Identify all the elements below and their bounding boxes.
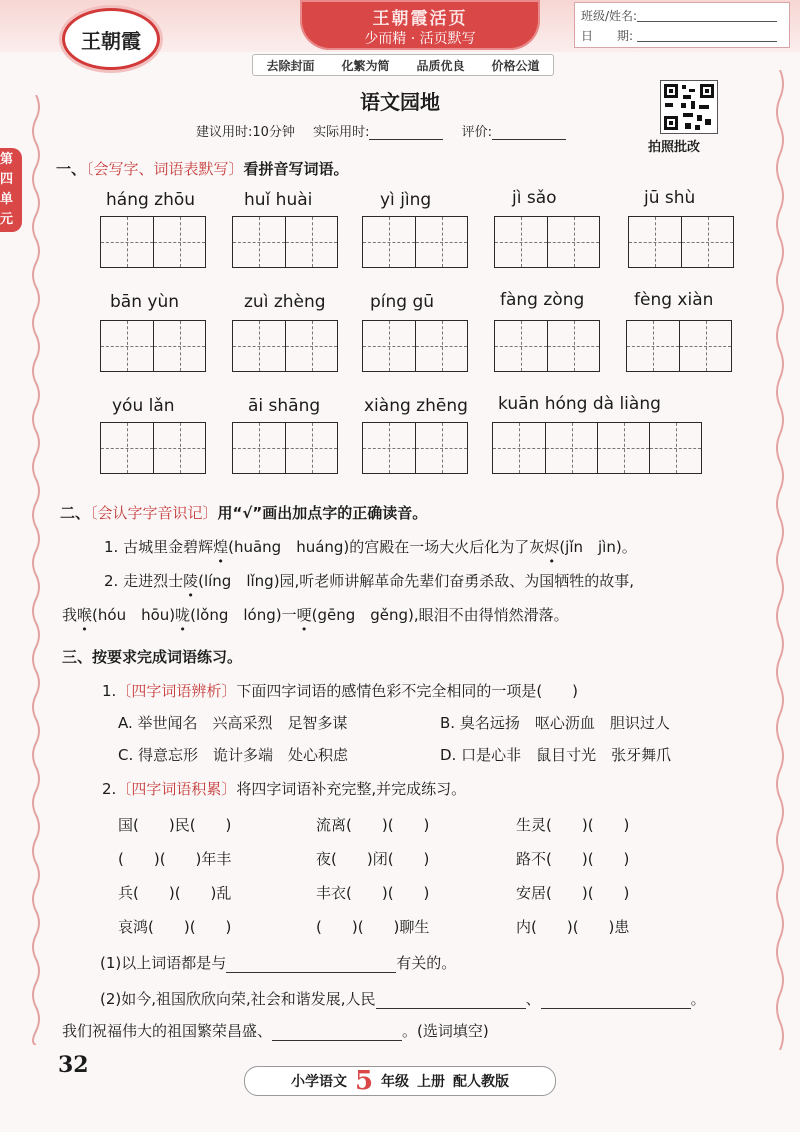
answer-grid[interactable] [362, 216, 468, 268]
footer-subject: 小学语文 [290, 1074, 347, 1090]
pinyin-label: fàng zòng [500, 290, 585, 310]
pinyin-label: āi shāng [248, 396, 321, 416]
answer-line[interactable] [376, 1008, 526, 1009]
answer-grid[interactable] [100, 422, 206, 474]
answer-grid[interactable] [492, 422, 702, 474]
pinyin-label: jì sǎo [512, 188, 557, 208]
unit-tab: 第四单元 [0, 148, 22, 232]
answer-grid[interactable] [232, 216, 338, 268]
section-1-number: 一、 [56, 160, 87, 178]
pinyin-label: jū shù [644, 188, 696, 208]
answer-line[interactable] [272, 1040, 402, 1041]
qr-label: 拍照批改 [648, 140, 701, 155]
question-3-1-tag: 〔四字词语辨析〕 [116, 682, 237, 700]
answer-grid[interactable] [100, 320, 206, 372]
date-field[interactable] [637, 41, 777, 42]
qr-code[interactable] [660, 80, 718, 134]
answer-grid[interactable] [494, 216, 600, 268]
left-wavy-border [30, 95, 42, 1045]
answer-grid[interactable] [232, 422, 338, 474]
pinyin-label: píng gū [370, 292, 435, 312]
answer-grid[interactable] [362, 422, 468, 474]
sub-question-2-continued: 我们祝福伟大的祖国繁荣昌盛、 。(选词填空) [62, 1022, 489, 1040]
question-3-1: 1.〔四字词语辨析〕下面四字词语的感情色彩不完全相同的一项是( ) [102, 682, 579, 700]
answer-grid[interactable] [232, 320, 338, 372]
section-1-heading [56, 158, 349, 179]
answer-grid[interactable] [362, 320, 468, 372]
question-3-2: 2.〔四字词语积累〕将四字词语补充完整,并完成练习。 [102, 780, 467, 798]
dotted-char: 咙 [175, 606, 191, 624]
answer-grid[interactable] [626, 320, 732, 372]
idiom-blank[interactable]: 夜( )闭( ) [316, 850, 430, 868]
slogan-item: 品质优良 [416, 58, 465, 73]
section-1-text: 看拼音写词语。 [243, 160, 349, 178]
date-label: 日 期: [581, 29, 634, 43]
idiom-blank[interactable]: 路不( )( ) [516, 850, 630, 868]
pinyin-label: xiàng zhēng [364, 396, 468, 416]
pinyin-label: háng zhōu [106, 190, 196, 210]
option-a[interactable]: A. 举世闻名 兴高采烈 足智多谋 [118, 714, 348, 732]
footer-edition: 配人教版 [453, 1074, 510, 1090]
time-row [196, 121, 566, 140]
section-2-heading [60, 502, 427, 523]
idiom-blank[interactable]: 国( )民( ) [118, 816, 232, 834]
slogan-item: 化繁为简 [341, 58, 390, 73]
option-d[interactable]: D. 口是心非 鼠目寸光 张牙舞爪 [440, 746, 672, 764]
pinyin-label: zuì zhèng [244, 292, 326, 312]
idiom-blank[interactable]: 哀鸿( )( ) [118, 918, 232, 936]
answer-grid[interactable] [628, 216, 734, 268]
sub-question-2: (2)如今,祖国欣欣向荣,社会和谐发展,人民 、 。 [100, 990, 706, 1008]
option-c[interactable]: C. 得意忘形 诡计多端 处心积虑 [118, 746, 349, 764]
section-1-tag: 〔会写字、词语表默写〕 [86, 160, 244, 178]
pinyin-label: fèng xiàn [634, 290, 714, 310]
idiom-blank[interactable]: 生灵( )( ) [516, 816, 630, 834]
brand-title: 王朝霞活页 [372, 9, 468, 29]
option-b[interactable]: B. 臭名远扬 呕心沥血 胆识过人 [440, 714, 670, 732]
answer-grid[interactable] [494, 320, 600, 372]
question-2-1: 1. 古城里金碧辉煌(huāng huáng)的宫殿在一场大火后化为了灰烬(jǐn jìn)。 [104, 538, 637, 556]
pinyin-label: yóu lǎn [112, 396, 175, 416]
section-2-tag: 〔会认字字音识记〕 [90, 504, 218, 522]
footer-volume: 上册 [417, 1074, 446, 1090]
actual-time-label: 实际用时: [313, 125, 370, 140]
slogan-item: 去除封面 [266, 58, 315, 73]
question-2-2-continued: 我喉(hóu hōu)咙(lǒng lóng)一哽(gēng gěng),眼泪不由得悄然滑落。 [62, 606, 569, 624]
evaluation-label: 评价: [461, 125, 492, 140]
pinyin-label: huǐ huài [244, 190, 313, 210]
class-name-field[interactable] [637, 21, 777, 22]
idiom-blank[interactable]: 兵( )( )乱 [118, 884, 232, 902]
dotted-char: 哽 [296, 606, 312, 624]
suggested-time: 建议用时:10分钟 [196, 125, 295, 140]
question-3-2-tag: 〔四字词语积累〕 [116, 780, 237, 798]
idiom-blank[interactable]: 内( )( )患 [516, 918, 630, 936]
brand-subtitle: 少而精 · 活页默写 [364, 31, 476, 47]
answer-line[interactable] [541, 1008, 691, 1009]
dotted-char: 喉 [77, 606, 93, 624]
footer-badge [244, 1066, 556, 1096]
brand-banner [300, 0, 540, 50]
footer-grade-label: 年级 [381, 1074, 410, 1090]
section-2-number: 二、 [60, 504, 91, 522]
footer-grade-number: 5 [354, 1066, 374, 1096]
dotted-char: 煌 [213, 538, 229, 556]
dotted-char: 陵 [183, 572, 199, 590]
answer-line[interactable] [226, 972, 396, 973]
dotted-char: 烬 [544, 538, 560, 556]
pinyin-label: yì jìng [380, 190, 432, 210]
right-wavy-border [774, 70, 786, 1050]
section-3-heading: 三、按要求完成词语练习。 [62, 648, 243, 666]
page-number: 32 [58, 1052, 89, 1078]
pinyin-label: bān yùn [110, 292, 179, 312]
evaluation-field[interactable] [492, 139, 566, 140]
section-2-text: 用“√”画出加点字的正确读音。 [217, 504, 428, 522]
page-title: 语文园地 [360, 90, 440, 114]
brand-logo: 王朝霞 [62, 8, 160, 70]
idiom-blank[interactable]: 安居( )( ) [516, 884, 630, 902]
slogan-bar [252, 54, 554, 76]
name-date-box [574, 2, 790, 48]
slogan-item: 价格公道 [491, 58, 540, 73]
actual-time-field[interactable] [369, 139, 443, 140]
pinyin-label: kuān hóng dà liàng [498, 394, 661, 414]
idiom-blank[interactable]: ( )( )年丰 [118, 850, 232, 868]
class-name-label: 班级/姓名: [581, 9, 638, 23]
idiom-blank[interactable]: 丰衣( )( ) [316, 884, 430, 902]
idiom-blank[interactable]: ( )( )聊生 [316, 918, 430, 936]
answer-grid[interactable] [100, 216, 206, 268]
question-2-2: 2. 走进烈士陵(líng lǐng)园,听老师讲解革命先辈们奋勇杀敌、为国牺牲的故事, [104, 572, 635, 590]
sub-question-1: (1)以上词语都是与 有关的。 [100, 954, 457, 972]
idiom-blank[interactable]: 流离( )( ) [316, 816, 430, 834]
